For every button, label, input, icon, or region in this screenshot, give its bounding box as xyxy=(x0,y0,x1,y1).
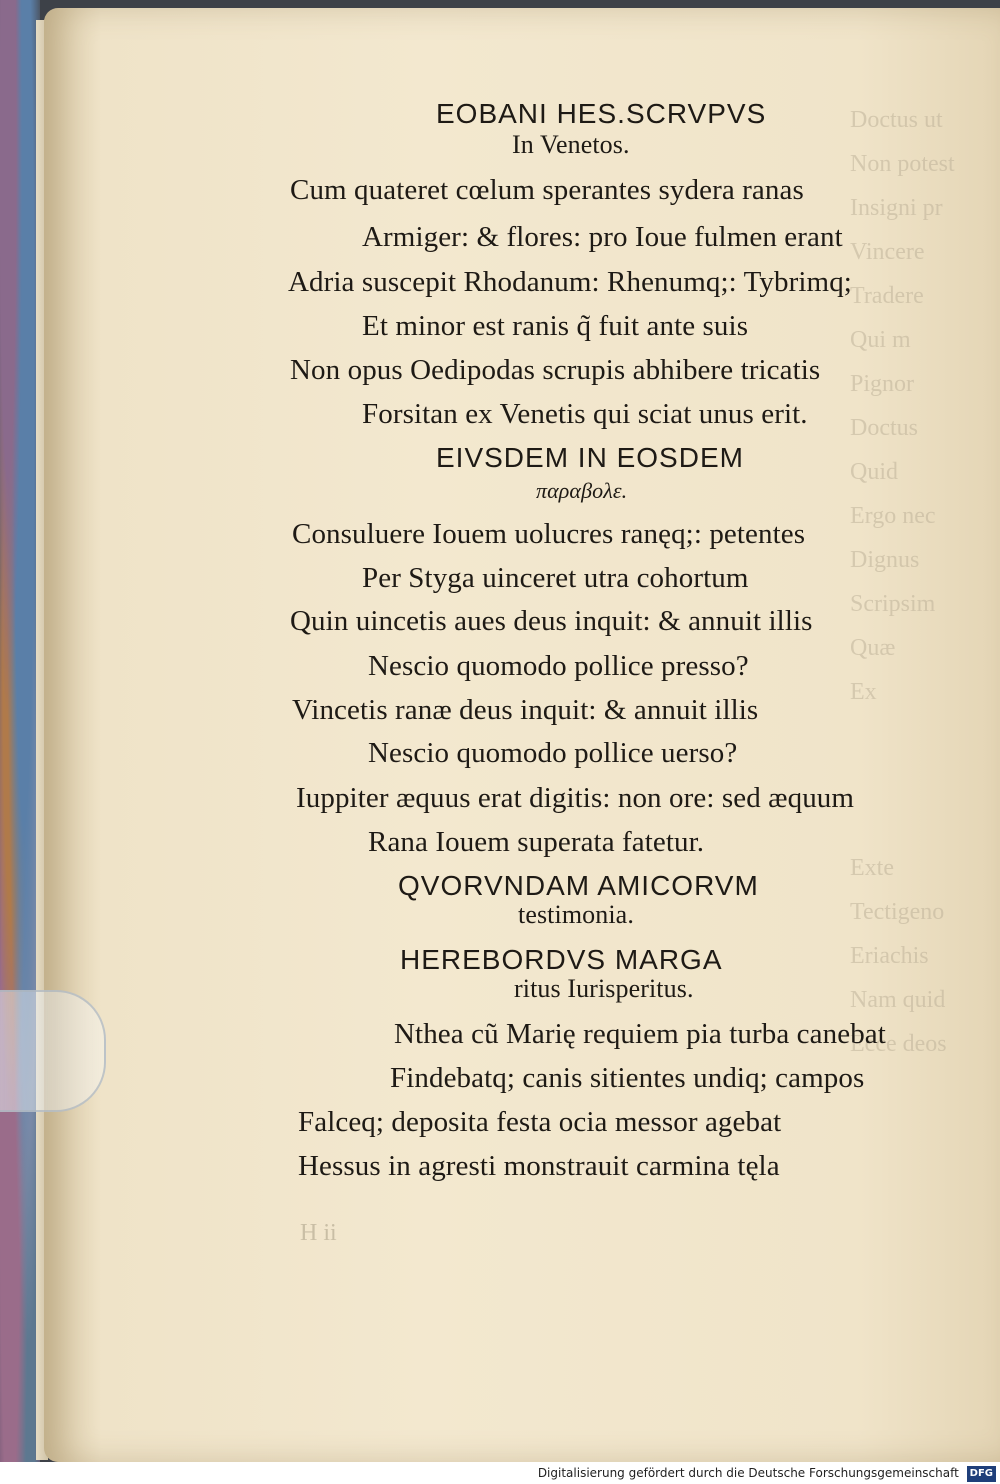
heading-eobani-sub: In Venetos. xyxy=(512,130,630,159)
verse-line: Nthea cũ Marię requiem pia turba canebat xyxy=(394,1018,886,1050)
signature-mark: H ii xyxy=(300,1220,337,1246)
verse-line: Adria suscepit Rhodanum: Rhenumq;: Tybrimq; xyxy=(288,266,852,298)
heading-quorundam-sub: testimonia. xyxy=(518,900,634,929)
verse-line: Per Styga uinceret utra cohortum xyxy=(362,562,749,594)
heading-eiusdem: EIVSDEM IN EOSDEM xyxy=(436,442,744,473)
verse-line: Quin uincetis aues deus inquit: & annuit illis xyxy=(290,605,813,637)
verse-line: Falceq; deposita festa ocia messor agebat xyxy=(298,1106,782,1138)
bleed-line: Dignus xyxy=(850,547,920,573)
verse-line: Vincetis ranæ deus inquit: & annuit illis xyxy=(292,694,759,726)
verse-line: Forsitan ex Venetis qui sciat unus erit. xyxy=(362,398,808,430)
bleed-line: Eriachis xyxy=(850,943,929,969)
bleed-line: Quæ xyxy=(850,635,896,661)
verse-line: Findebatq; canis sitientes undiq; campos xyxy=(390,1062,865,1094)
bleed-line: Exte xyxy=(850,855,894,881)
heading-eobani: EOBANI HES.SCRVPVS xyxy=(436,98,767,129)
verse-line: Hessus in agresti monstrauit carmina tęla xyxy=(298,1150,780,1182)
page-clip xyxy=(0,990,106,1112)
bleed-line: Non potest xyxy=(850,151,955,177)
bleed-line: Vincere xyxy=(850,239,925,265)
bleed-line: Nam quid xyxy=(850,987,946,1013)
verse-line: Nescio quomodo pollice presso? xyxy=(368,650,749,682)
verse-line: Consuluere Iouem uolucres ranęq;: petentes xyxy=(292,518,806,550)
bleed-line: Insigni pr xyxy=(850,195,943,221)
verse-line: Non opus Oedipodas scrupis abhibere tricatis xyxy=(290,354,821,386)
bleed-line: Ergo nec xyxy=(850,503,936,529)
verse-line: Nescio quomodo pollice uerso? xyxy=(368,737,738,769)
verse-line: Et minor est ranis q̃ fuit ante suis xyxy=(362,310,749,342)
bleed-line: Qui m xyxy=(850,327,911,353)
heading-herebordus-sub: ritus Iurisperitus. xyxy=(514,974,694,1003)
bleed-line: Scripsim xyxy=(850,591,936,617)
bleed-line: Doctus ut xyxy=(850,107,943,133)
heading-quorundam: QVORVNDAM AMICORVM xyxy=(398,870,759,901)
verse-line: Cum quateret cœlum sperantes sydera ranas xyxy=(290,174,804,206)
bleed-line: Tradere xyxy=(850,283,924,309)
footer-text: Digitalisierung gefördert durch die Deutsche Forschungsgemeinschaft xyxy=(537,1466,959,1480)
verse-line: Iuppiter æquus erat digitis: non ore: sed æquum xyxy=(296,782,855,814)
bleed-line: Ex xyxy=(850,679,877,705)
bleed-line: Doctus xyxy=(850,415,918,441)
heading-herebordus: HEREBORDVS MARGA xyxy=(400,944,723,975)
bleed-line: Ecce deos xyxy=(850,1031,947,1057)
dfg-logo: DFG xyxy=(967,1466,996,1482)
verse-line: Armiger: & flores: pro Ioue fulmen erant xyxy=(362,221,843,253)
heading-eiusdem-sub: παραβολε. xyxy=(536,478,628,503)
footer-bar xyxy=(0,1462,1000,1484)
bleed-line: Tectigeno xyxy=(850,899,945,925)
bleed-line: Quid xyxy=(850,459,898,485)
verse-line: Rana Iouem superata fatetur. xyxy=(368,826,705,858)
bleed-line: Pignor xyxy=(850,371,915,397)
